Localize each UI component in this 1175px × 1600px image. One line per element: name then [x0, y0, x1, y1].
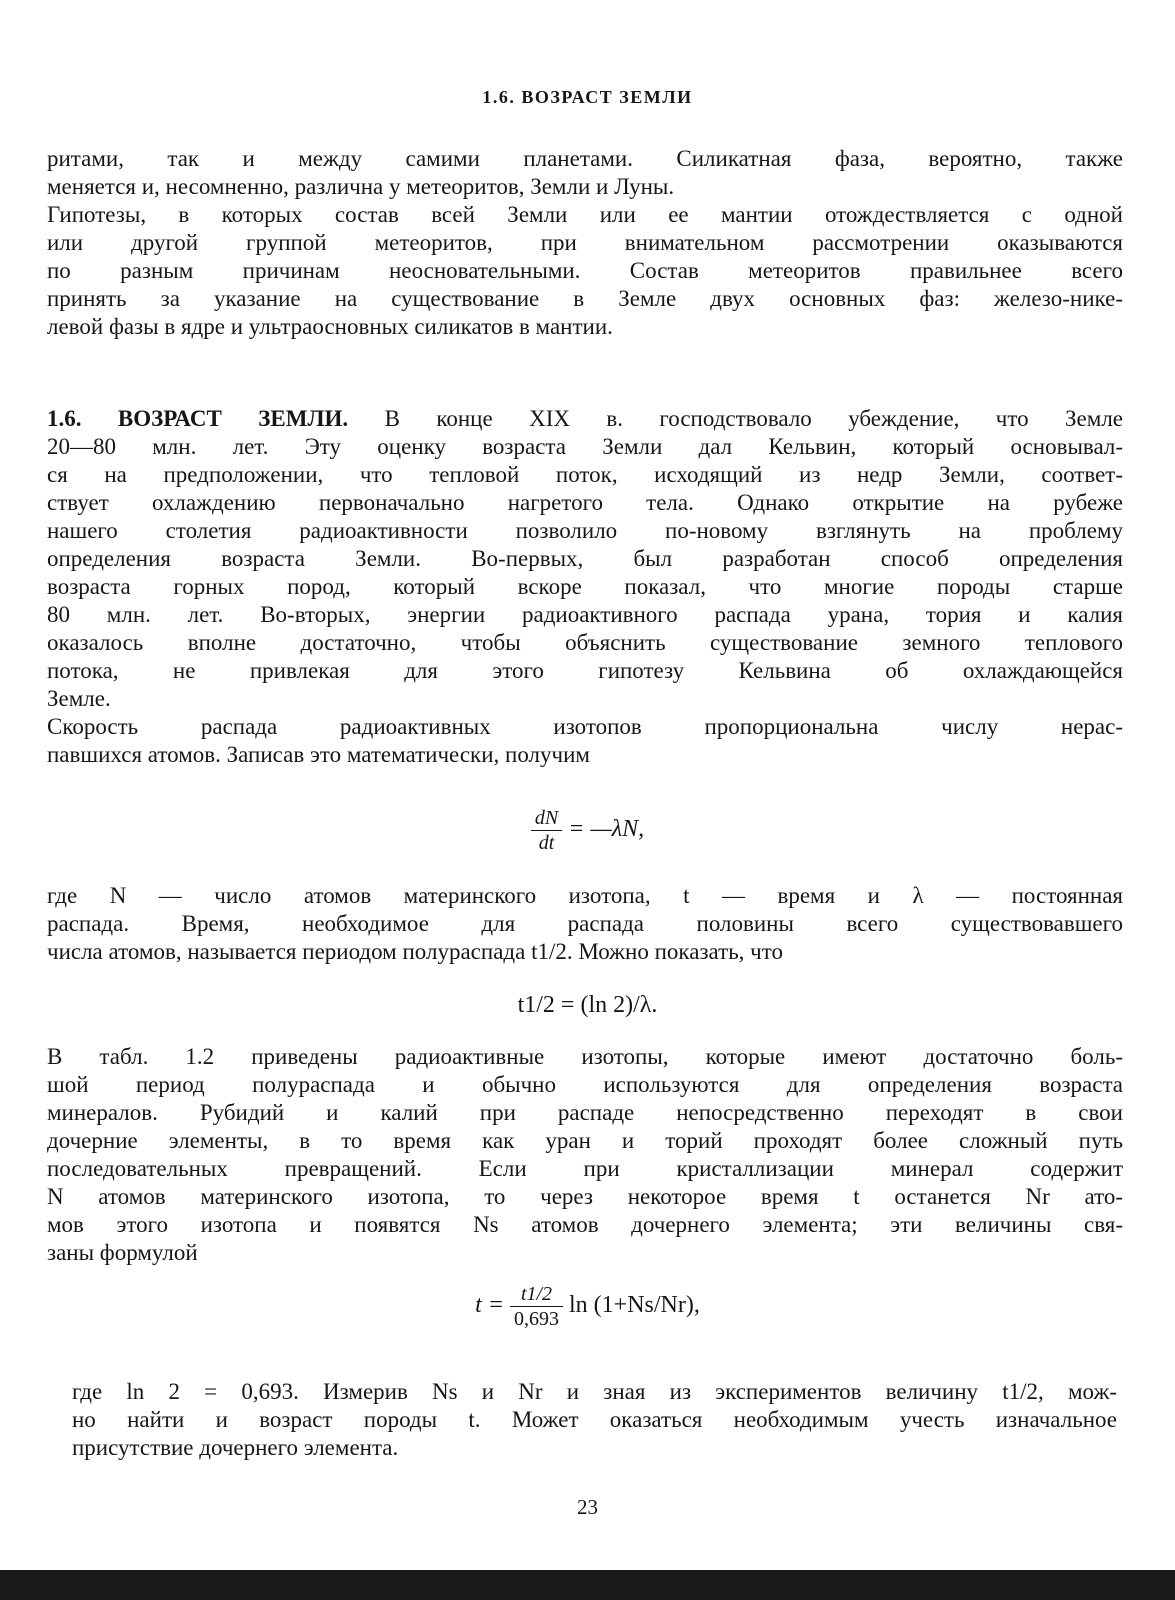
paragraph-5 — [47, 1043, 1123, 1267]
text-line: В табл. 1.2 приведены радиоактивные изотопы, которые имеют достаточно боль- — [47, 1044, 1123, 1069]
fraction-numerator: dN — [531, 806, 562, 831]
paragraph-6 — [72, 1378, 1117, 1462]
fraction-numerator: t1/2 — [510, 1282, 563, 1307]
text-line: 20—80 млн. лет. Эту оценку возраста Земли дал Кельвин, который основывал- — [47, 434, 1123, 459]
section-first-line-text: В конце XIX в. господствовало убеждение, что Земле — [384, 406, 1124, 431]
text-line: 80 млн. лет. Во-вторых, энергии радиоактивного распада урана, тория и калия — [47, 602, 1123, 627]
fraction — [531, 806, 562, 855]
text-line: где ln 2 = 0,693. Измерив Ns и Nr и зная из экспериментов величину t1/2, мож- — [72, 1379, 1117, 1404]
text-line: присутствие дочернего элемента. — [72, 1435, 399, 1460]
equation-decay-law — [0, 806, 1175, 855]
text-line: принять за указание на существование в Земле двух основных фаз: железо-нике- — [47, 286, 1123, 311]
text-line: ритами, так и между самими планетами. Силикатная фаза, вероятно, также — [47, 146, 1123, 171]
text-line: левой фазы в ядре и ультраосновных силикатов в мантии. — [47, 314, 613, 339]
section-heading: 1.6. ВОЗРАСТ ЗЕМЛИ. — [47, 406, 349, 431]
text-line: ствует охлаждению первоначально нагретого тела. Однако открытие на рубеже — [47, 490, 1123, 515]
text-line: мов этого изотопа и появятся Ns атомов дочернего элемента; эти величины свя- — [47, 1212, 1123, 1237]
text-line: Земле. — [47, 686, 111, 711]
text-line: минералов. Рубидий и калий при распаде непосредственно переходят в свои — [47, 1100, 1123, 1125]
text-line: распада. Время, необходимое для распада половины всего существовавшего — [47, 911, 1123, 936]
equation-half-life: t1/2 = (ln 2)/λ. — [517, 992, 658, 1018]
text-line: последовательных превращений. Если при кристаллизации минерал содержит — [47, 1156, 1123, 1181]
text-line: заны формулой — [47, 1240, 198, 1265]
text-line: нашего столетия радиоактивности позволило по-новому взглянуть на проблему — [47, 518, 1123, 543]
text-line: по разным причинам неосновательными. Состав метеоритов правильнее всего — [47, 258, 1123, 283]
paragraph-4 — [47, 882, 1123, 966]
text-line: но найти и возраст породы t. Может оказаться необходимым учесть изначальное — [72, 1407, 1117, 1432]
equation-rhs: = —λN, — [568, 816, 645, 843]
text-line: или другой группой метеоритов, при внимательном рассмотрении оказываются — [47, 230, 1123, 255]
paragraph-1 — [47, 145, 1123, 341]
fraction-denominator: 0,693 — [514, 1308, 559, 1330]
text-line: Гипотезы, в которых состав всей Земли или ее мантии отождествляется с одной — [47, 202, 1123, 227]
text-line: меняется и, несомненно, различна у метеоритов, Земли и Луны. — [47, 174, 675, 199]
text-line: павшихся атомов. Записав это математически, получим — [47, 742, 590, 767]
text-line: числа атомов, называется периодом полураспада t1/2. Можно показать, что — [47, 939, 783, 964]
text-line: где N — число атомов материнского изотопа, t — время и λ — постоянная — [47, 883, 1123, 908]
equation-age — [0, 1282, 1175, 1331]
text-line: ся на предположении, что тепловой поток, исходящий из недр Земли, соответ- — [47, 462, 1123, 487]
section-1-6 — [47, 405, 1123, 769]
text-line: шой период полураспада и обычно используются для определения возраста — [47, 1072, 1123, 1097]
text-line: дочерние элементы, в то время как уран и торий проходят более сложный путь — [47, 1128, 1123, 1153]
text-line: N атомов материнского изотопа, то через некоторое время t останется Nr ато- — [47, 1184, 1123, 1209]
running-head: 1.6. ВОЗРАСТ ЗЕМЛИ — [482, 87, 693, 107]
fraction — [510, 1282, 563, 1331]
text-line: оказалось вполне достаточно, чтобы объяснить существование земного теплового — [47, 630, 1123, 655]
text-line: определения возраста Земли. Во-первых, был разработан способ определения — [47, 546, 1123, 571]
text-line: потока, не привлекая для этого гипотезу Кельвина об охлаждающейся — [47, 658, 1123, 683]
scan-bottom-edge — [0, 1570, 1175, 1600]
equation-rhs: ln (1+Ns/Nr), — [569, 1292, 700, 1319]
text-line: Скорость распада радиоактивных изотопов пропорциональна числу нерас- — [47, 714, 1123, 739]
text-line: возраста горных пород, который вскоре показал, что многие породы старше — [47, 574, 1123, 599]
section-first-line — [47, 405, 1123, 433]
equation-lhs: t = — [475, 1292, 504, 1319]
fraction-denominator: dt — [538, 832, 555, 854]
page-number: 23 — [577, 1495, 598, 1519]
